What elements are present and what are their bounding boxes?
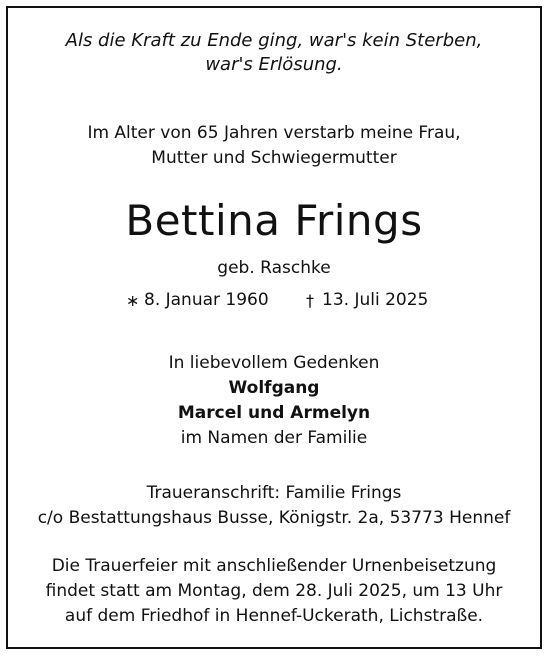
- address-line-1: Traueranschrift: Familie Frings: [146, 483, 402, 503]
- death-cross-icon: †: [306, 291, 314, 310]
- intro-line-1: Im Alter von 65 Jahren verstarb meine Frau,: [87, 123, 461, 143]
- intro-line-2: Mutter und Schwiegermutter: [151, 148, 397, 168]
- death-date: 13. Juli 2025: [322, 290, 429, 310]
- ceremony-line-3: auf dem Friedhof in Hennef-Uckerath, Lichstraße.: [64, 606, 484, 626]
- ceremony-line-2: findet statt am Montag, dem 28. Juli 2025, um 13 Uhr: [45, 581, 503, 601]
- birth-star-icon: ∗: [126, 291, 140, 310]
- deceased-name: Bettina Frings: [125, 196, 423, 245]
- motto-line-2: war's Erlösung.: [205, 54, 343, 75]
- mourners-intro: In liebevollem Gedenken: [168, 353, 380, 373]
- mourners-outro: im Namen der Familie: [180, 428, 368, 448]
- mourner-name-2: Marcel und Armelyn: [177, 403, 371, 423]
- address-line-2: c/o Bestattungshaus Busse, Königstr. 2a, 53773 Hennef: [37, 508, 511, 528]
- birth-date: 8. Januar 1960: [144, 290, 269, 310]
- maiden-name: geb. Raschke: [217, 258, 331, 278]
- motto-line-1: Als die Kraft zu Ende ging, war's kein Sterben,: [65, 30, 483, 51]
- obituary-notice: [6, 6, 542, 649]
- mourner-name-1: Wolfgang: [228, 378, 320, 398]
- ceremony-line-1: Die Trauerfeier mit anschließender Urnenbeisetzung: [51, 556, 497, 576]
